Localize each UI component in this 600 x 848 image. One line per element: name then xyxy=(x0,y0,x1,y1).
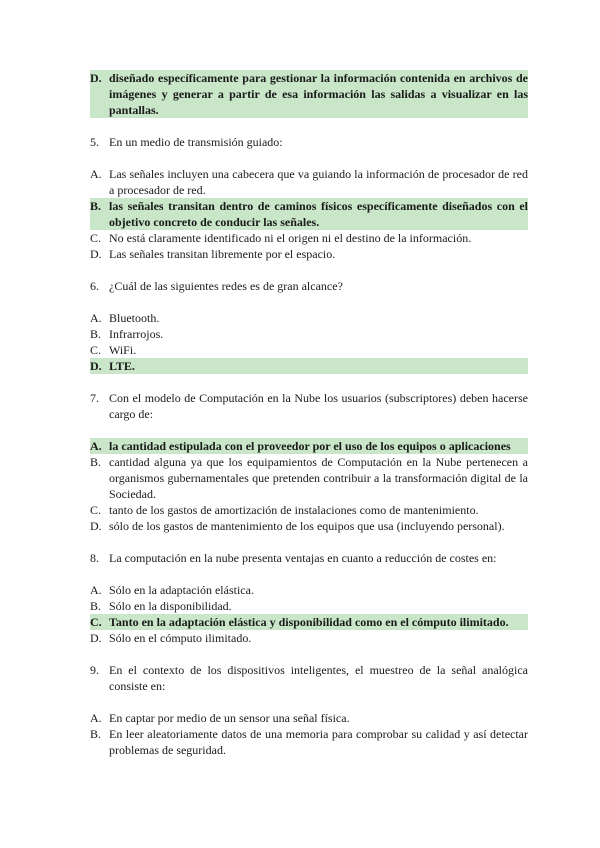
carryover-option xyxy=(90,70,528,118)
document-page xyxy=(90,70,528,758)
option-row-correct xyxy=(90,198,528,230)
option-text: las señales transitan dentro de caminos físicos específicamente diseñados con el objetivo concreto de conducir las señales. xyxy=(109,199,528,229)
option-text: la cantidad estipulada con el proveedor por el uso de los equipos o aplicaciones xyxy=(109,439,511,453)
option-text: Las señales incluyen una cabecera que va guiando la información de procesador de red a procesador de red. xyxy=(109,167,528,197)
option-text: No está claramente identificado ni el origen ni el destino de la información. xyxy=(109,231,472,245)
option-label: D. xyxy=(90,519,102,533)
option-row xyxy=(90,598,528,614)
option-text: En leer aleatoriamente datos de una memoria para comprobar su calidad y así detectar problemas de seguridad. xyxy=(109,727,528,757)
question-stem xyxy=(90,134,528,150)
question-number: 5. xyxy=(90,135,99,149)
question-text: En el contexto de los dispositivos inteligentes, el muestreo de la señal analógica consiste en: xyxy=(109,663,528,693)
question-number: 9. xyxy=(90,663,99,677)
option-label: D. xyxy=(90,631,102,645)
option-label: A. xyxy=(90,167,102,181)
option-label: B. xyxy=(90,599,102,613)
option-label: B. xyxy=(90,327,102,341)
option-row xyxy=(90,710,528,726)
option-label: B. xyxy=(90,199,102,213)
question-7 xyxy=(90,390,528,534)
option-label: C. xyxy=(90,503,102,517)
option-text: Tanto en la adaptación elástica y disponibilidad como en el cómputo ilimitado. xyxy=(109,615,509,629)
question-stem xyxy=(90,550,528,566)
option-label: A. xyxy=(90,311,102,325)
question-9 xyxy=(90,662,528,758)
question-5 xyxy=(90,134,528,262)
option-label: D. xyxy=(90,247,102,261)
option-text: Infrarrojos. xyxy=(109,327,164,341)
option-label: B. xyxy=(90,727,102,741)
question-stem xyxy=(90,662,528,694)
question-text: En un medio de transmisión guiado: xyxy=(109,135,283,149)
option-text: LTE. xyxy=(109,359,135,373)
option-row xyxy=(90,326,528,342)
option-text: Bluetooth. xyxy=(109,311,160,325)
option-row xyxy=(90,310,528,326)
option-row xyxy=(90,246,528,262)
option-label: A. xyxy=(90,439,102,453)
option-label: D. xyxy=(90,71,102,85)
option-label: A. xyxy=(90,711,102,725)
question-6 xyxy=(90,278,528,374)
option-label: C. xyxy=(90,343,102,357)
option-row-correct xyxy=(90,70,528,118)
option-row xyxy=(90,342,528,358)
question-text: Con el modelo de Computación en la Nube los usuarios (subscriptores) deben hacerse cargo de: xyxy=(109,391,528,421)
option-row-correct xyxy=(90,438,528,454)
option-row-correct xyxy=(90,614,528,630)
option-text: diseñado específicamente para gestionar la información contenida en archivos de imágenes y generar a partir de esa información las salidas a visualizar en las pantallas. xyxy=(109,71,528,117)
question-stem xyxy=(90,390,528,422)
question-stem xyxy=(90,278,528,294)
option-row xyxy=(90,454,528,502)
question-number: 8. xyxy=(90,551,99,565)
option-text: WiFi. xyxy=(109,343,137,357)
option-row xyxy=(90,726,528,758)
option-text: cantidad alguna ya que los equipamientos de Computación en la Nube pertenecen a organismos gubernamentales que pretenden contribuir a la transformación digital de la Sociedad. xyxy=(109,455,528,501)
option-row xyxy=(90,166,528,198)
question-text: La computación en la nube presenta ventajas en cuanto a reducción de costes en: xyxy=(109,551,497,565)
question-text: ¿Cuál de las siguientes redes es de gran alcance? xyxy=(109,279,343,293)
option-label: C. xyxy=(90,615,102,629)
option-label: A. xyxy=(90,583,102,597)
option-row xyxy=(90,230,528,246)
question-8 xyxy=(90,550,528,646)
option-label: D. xyxy=(90,359,102,373)
option-text: Sólo en el cómputo ilimitado. xyxy=(109,631,252,645)
option-row xyxy=(90,630,528,646)
option-text: Sólo en la adaptación elástica. xyxy=(109,583,254,597)
question-number: 6. xyxy=(90,279,99,293)
option-row xyxy=(90,582,528,598)
question-number: 7. xyxy=(90,391,99,405)
option-label: B. xyxy=(90,455,102,469)
option-text: En captar por medio de un sensor una señal física. xyxy=(109,711,350,725)
option-row xyxy=(90,502,528,518)
option-text: tanto de los gastos de amortización de instalaciones como de mantenimiento. xyxy=(109,503,479,517)
option-text: Las señales transitan libremente por el espacio. xyxy=(109,247,336,261)
option-text: Sólo en la disponibilidad. xyxy=(109,599,232,613)
option-label: C. xyxy=(90,231,102,245)
option-text: sólo de los gastos de mantenimiento de los equipos que usa (incluyendo personal). xyxy=(109,519,505,533)
option-row-correct xyxy=(90,358,528,374)
option-row xyxy=(90,518,528,534)
